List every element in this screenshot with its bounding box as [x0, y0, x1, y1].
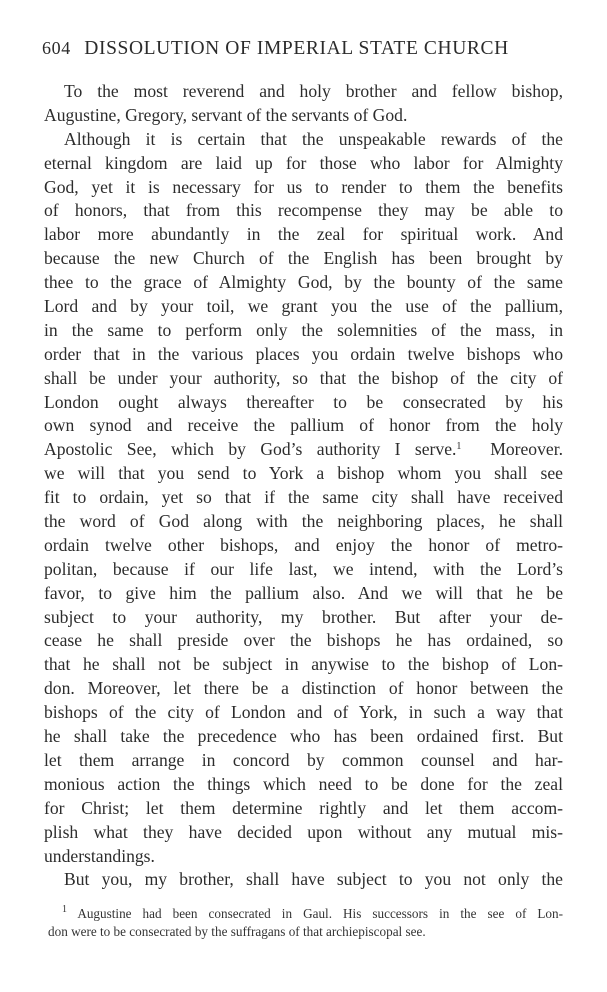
text-line: shall be under your authority, so that the bishop of the city of	[44, 367, 563, 388]
text-line: favor, to give him the pallium also. And we will that he be	[44, 582, 563, 603]
text-line: that he shall not be subject in anywise to the bishop of Lon-	[44, 654, 563, 675]
text-line: plish what they have decided upon without any mutual mis-	[44, 821, 563, 842]
text-line: we will that you send to York a bishop whom you shall see	[44, 463, 563, 484]
text-line: order that in the various places you ordain twelve bishops who	[44, 343, 563, 364]
text-line: politan, because if our life last, we intend, with the Lord’s	[44, 558, 563, 579]
text-line: Although it is certain that the unspeakable rewards of the	[64, 128, 563, 149]
running-title: DISSOLUTION OF IMPERIAL STATE CHURCH	[84, 38, 509, 59]
text-line: he shall take the precedence who has been ordained first. But	[44, 726, 563, 747]
text-line: labor more abundantly in the zeal for spiritual work. And	[44, 224, 563, 245]
footnote-reference[interactable]: 1	[456, 441, 462, 453]
footnote-line: don were to be consecrated by the suffragans of that archiepiscopal see.	[48, 924, 426, 939]
text-line: of honors, that from this recompense they may be able to	[44, 200, 563, 221]
text-line: don. Moreover, let there be a distinction of honor between the	[44, 678, 563, 699]
text-line: monious action the things which need to be done for the zeal	[44, 773, 563, 794]
text-line: cease he shall preside over the bishops he has ordained, so	[44, 630, 563, 651]
footnote-line	[48, 905, 563, 923]
text-line: London ought always thereafter to be consecrated by his	[44, 391, 563, 412]
text-line: Augustine, Gregory, servant of the servants of God.	[44, 104, 408, 125]
text-line: God, yet it is necessary for us to render to them the benefits	[44, 176, 563, 197]
text-line: fit to ordain, yet so that if the same city shall have received	[44, 487, 563, 508]
text-line-with-footnote-ref	[44, 438, 563, 462]
text-line: because the new Church of the English has been brought by	[44, 248, 563, 269]
text-line: Lord and by your toil, we grant you the use of the pallium,	[44, 296, 563, 317]
text-line: for Christ; let them determine rightly and let them accom-	[44, 797, 563, 818]
text-line: understandings.	[44, 845, 155, 866]
text-fragment: Apostolic See, which by God’s authority I serve.	[44, 439, 457, 460]
text-fragment: Augustine had been consecrated in Gaul. His successors in the see of Lon-	[77, 906, 563, 921]
text-line: in the same to perform only the solemnities of the mass, in	[44, 319, 563, 340]
text-line: bishops of the city of London and of York, in such a way that	[44, 702, 563, 723]
running-header	[42, 38, 567, 60]
text-line: ordain twelve other bishops, and enjoy the honor of metro-	[44, 534, 563, 555]
text-line: the word of God along with the neighboring places, he shall	[44, 511, 563, 532]
text-line: let them arrange in concord by common counsel and har-	[44, 749, 563, 770]
footnote-marker: 1	[62, 904, 67, 915]
text-line: But you, my brother, shall have subject to you not only the	[64, 869, 563, 890]
page-number: 604	[42, 38, 71, 58]
body-text	[44, 80, 563, 892]
text-line: To the most reverend and holy brother and fellow bishop,	[64, 81, 563, 101]
text-line: subject to your authority, my brother. But after your de-	[44, 606, 563, 627]
footnote	[48, 905, 563, 941]
text-fragment: Moreover.	[461, 439, 563, 460]
text-line: eternal kingdom are laid up for those who labor for Almighty	[44, 152, 563, 173]
text-line: own synod and receive the pallium of honor from the holy	[44, 415, 563, 436]
text-line: thee to the grace of Almighty God, by the bounty of the same	[44, 272, 563, 293]
